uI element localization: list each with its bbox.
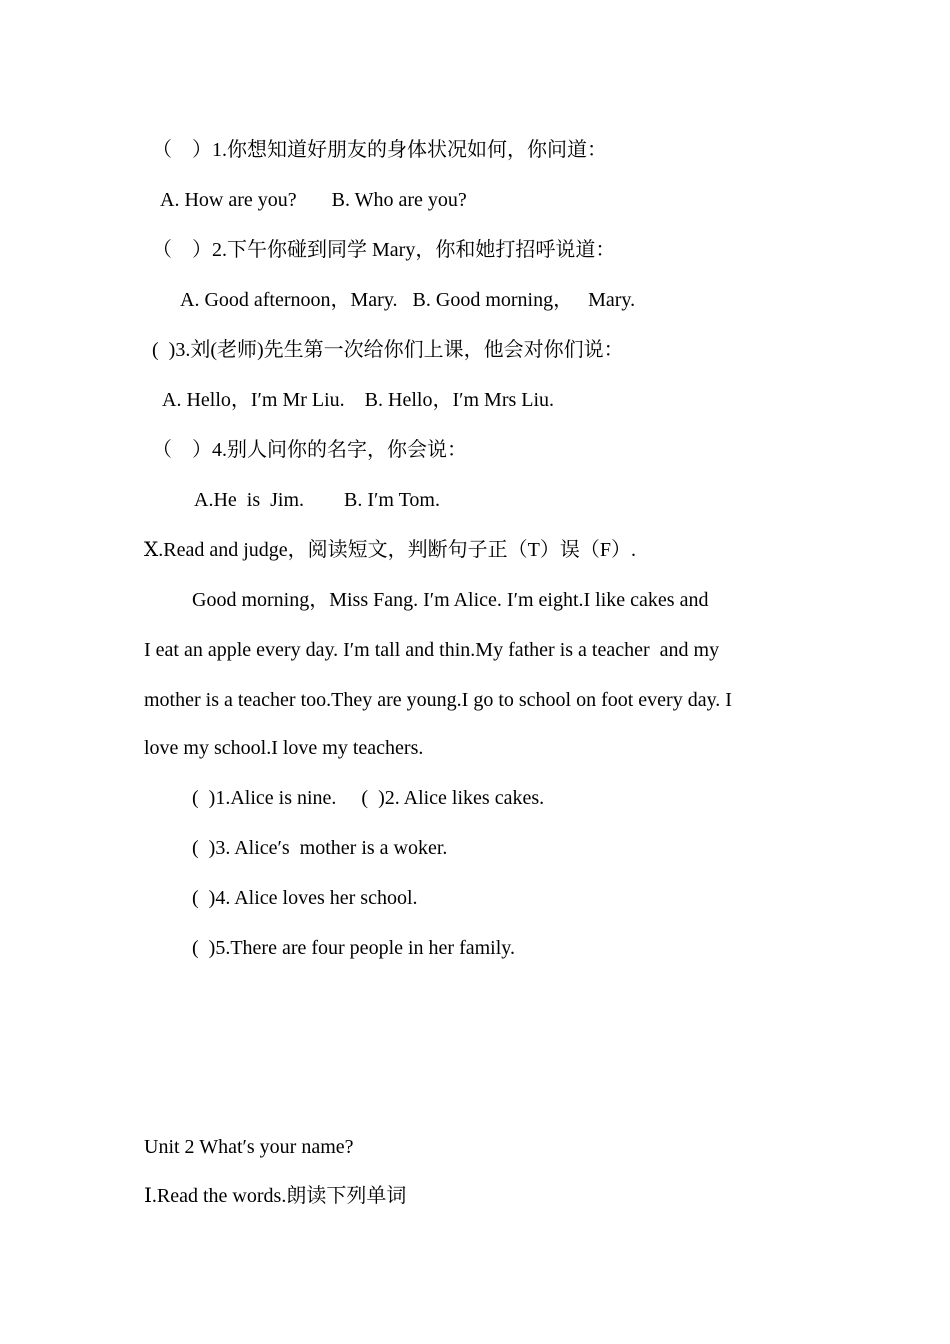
- question-1-stem: （ ）1.你想知道好朋友的身体状况如何，你问道：: [152, 139, 607, 161]
- passage-line-1: Good morning，Miss Fang. I′m Alice. I′m eight.I like cakes and: [192, 589, 709, 611]
- judgment-4: ( )4. Alice loves her school.: [192, 887, 418, 909]
- unit-2-title: Unit 2 What′s your name?: [144, 1136, 354, 1158]
- question-4-stem: （ ）4.别人问你的名字，你会说：: [152, 439, 467, 461]
- question-1-options: A. How are you? B. Who are you?: [160, 189, 467, 211]
- question-4-options: A.He is Jim. B. I′m Tom.: [194, 489, 440, 511]
- passage-line-3: mother is a teacher too.They are young.I go to school on foot every day. I: [144, 689, 732, 711]
- unit-2-section-1-heading: Ⅰ.Read the words.朗读下列单词: [144, 1185, 407, 1207]
- section-x-heading: Ⅹ.Read and judge，阅读短文，判断句子正（T）误（F）.: [144, 539, 636, 561]
- question-2-stem: （ ）2.下午你碰到同学 Mary，你和她打招呼说道：: [152, 239, 616, 261]
- judgment-1-2: ( )1.Alice is nine. ( )2. Alice likes cakes.: [192, 787, 545, 809]
- judgment-3: ( )3. Alice′s mother is a woker.: [192, 837, 448, 859]
- question-2-options: A. Good afternoon，Mary. B. Good morning， Mary.: [180, 289, 636, 311]
- judgment-5: ( )5.There are four people in her family.: [192, 937, 515, 959]
- passage-line-2: I eat an apple every day. I′m tall and thin.My father is a teacher and my: [144, 639, 720, 661]
- passage-line-4: love my school.I love my teachers.: [144, 737, 424, 759]
- question-3-options: A. Hello，I′m Mr Liu. B. Hello，I′m Mrs Liu.: [162, 389, 555, 411]
- question-3-stem: ( )3.刘(老师)先生第一次给你们上课，他会对你们说：: [152, 339, 624, 361]
